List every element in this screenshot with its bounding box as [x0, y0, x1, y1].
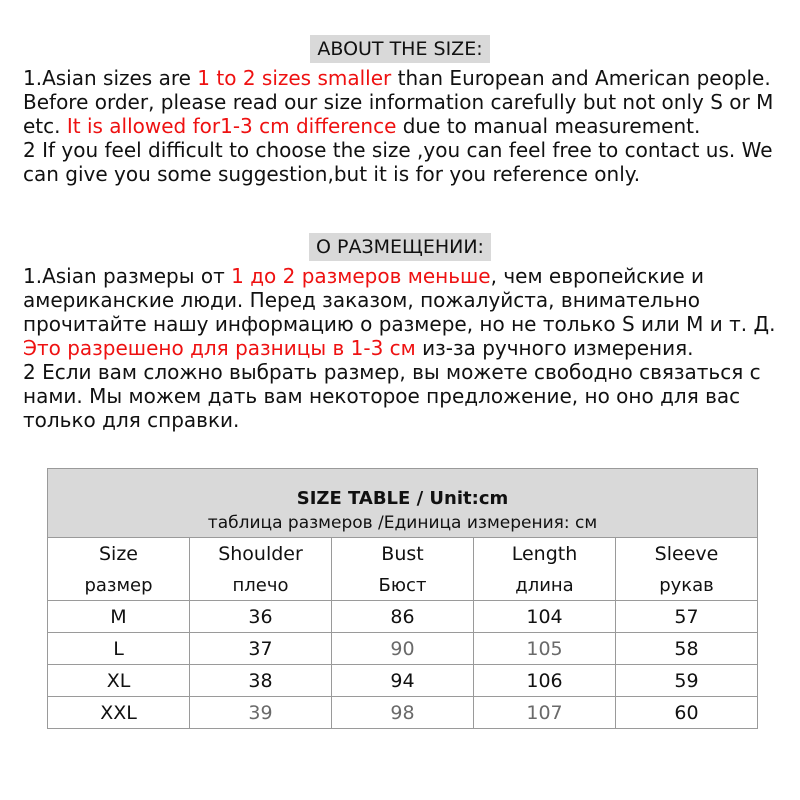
table-row: [48, 665, 758, 697]
table-cell: 38: [190, 665, 332, 697]
en-note-text-2: than European and American people. Before order, please read our size information carefully but not only S or M etc.: [23, 66, 774, 138]
en-note-highlight-difference: It is allowed for1-3 cm difference: [66, 114, 397, 138]
table-cell: 90: [332, 633, 474, 665]
table-cell: 104: [474, 601, 616, 633]
russian-heading-label: О РАЗМЕЩЕНИИ:: [309, 233, 491, 261]
ru-note-highlight-difference: Это разрешено для разницы в 1-3 см: [23, 336, 416, 360]
table-cell: 37: [190, 633, 332, 665]
size-table: [47, 468, 758, 729]
en-contact-note: 2 If you feel difficult to choose the size ,you can feel free to contact us. We can give you some suggestion,but it is for you reference only.: [23, 138, 773, 186]
header-sleeve: Sleeve: [616, 538, 758, 571]
table-row: [48, 697, 758, 729]
table-cell: 57: [616, 601, 758, 633]
size-table-subtitle: таблица размеров /Единица измерения: см: [48, 509, 758, 538]
header-size: Size: [48, 538, 190, 571]
table-cell: 105: [474, 633, 616, 665]
table-cell: 58: [616, 633, 758, 665]
size-table-header-ru: [48, 570, 758, 601]
size-table-header-en: [48, 538, 758, 571]
header-shoulder: Shoulder: [190, 538, 332, 571]
table-cell: 36: [190, 601, 332, 633]
english-heading-label: ABOUT THE SIZE:: [310, 35, 489, 63]
ru-note-highlight-smaller: 1 до 2 размеров меньше: [231, 264, 491, 288]
table-cell: XL: [48, 665, 190, 697]
english-size-note: [23, 66, 793, 186]
russian-section-heading: [0, 233, 800, 261]
ru-contact-note: 2 Если вам сложно выбрать размер, вы можете свободно связаться с нами. Мы можем дать вам некоторое предложение, но оно для вас только для справки.: [23, 360, 761, 432]
header-bust: Bust: [332, 538, 474, 571]
table-cell: XXL: [48, 697, 190, 729]
table-row: [48, 633, 758, 665]
en-note-text-1: 1.Asian sizes are: [23, 66, 198, 90]
header-length: Length: [474, 538, 616, 571]
table-cell: 94: [332, 665, 474, 697]
size-table-title: SIZE TABLE / Unit:cm: [48, 469, 758, 510]
table-cell: 107: [474, 697, 616, 729]
header-sleeve-ru: рукав: [616, 570, 758, 601]
header-shoulder-ru: плечо: [190, 570, 332, 601]
table-row: [48, 601, 758, 633]
table-cell: 39: [190, 697, 332, 729]
table-cell: 98: [332, 697, 474, 729]
table-cell: 86: [332, 601, 474, 633]
table-cell: L: [48, 633, 190, 665]
header-length-ru: длина: [474, 570, 616, 601]
header-size-ru: размер: [48, 570, 190, 601]
english-section-heading: [0, 35, 800, 63]
ru-note-text-1: 1.Asian размеры от: [23, 264, 232, 288]
en-note-text-3: due to manual measurement.: [396, 114, 701, 138]
en-note-highlight-smaller: 1 to 2 sizes smaller: [197, 66, 392, 90]
russian-size-note: [23, 264, 793, 432]
size-table-subtitle-row: [48, 509, 758, 538]
ru-note-text-3: из-за ручного измерения.: [415, 336, 694, 360]
table-cell: M: [48, 601, 190, 633]
header-bust-ru: Бюст: [332, 570, 474, 601]
table-cell: 59: [616, 665, 758, 697]
table-cell: 60: [616, 697, 758, 729]
size-table-title-row: [48, 469, 758, 510]
ru-note-text-2: , чем европейские и американские люди. Перед заказом, пожалуйста, внимательно прочитайте нашу информацию о размере, но не только S или M и т. Д.: [23, 264, 776, 336]
table-cell: 106: [474, 665, 616, 697]
